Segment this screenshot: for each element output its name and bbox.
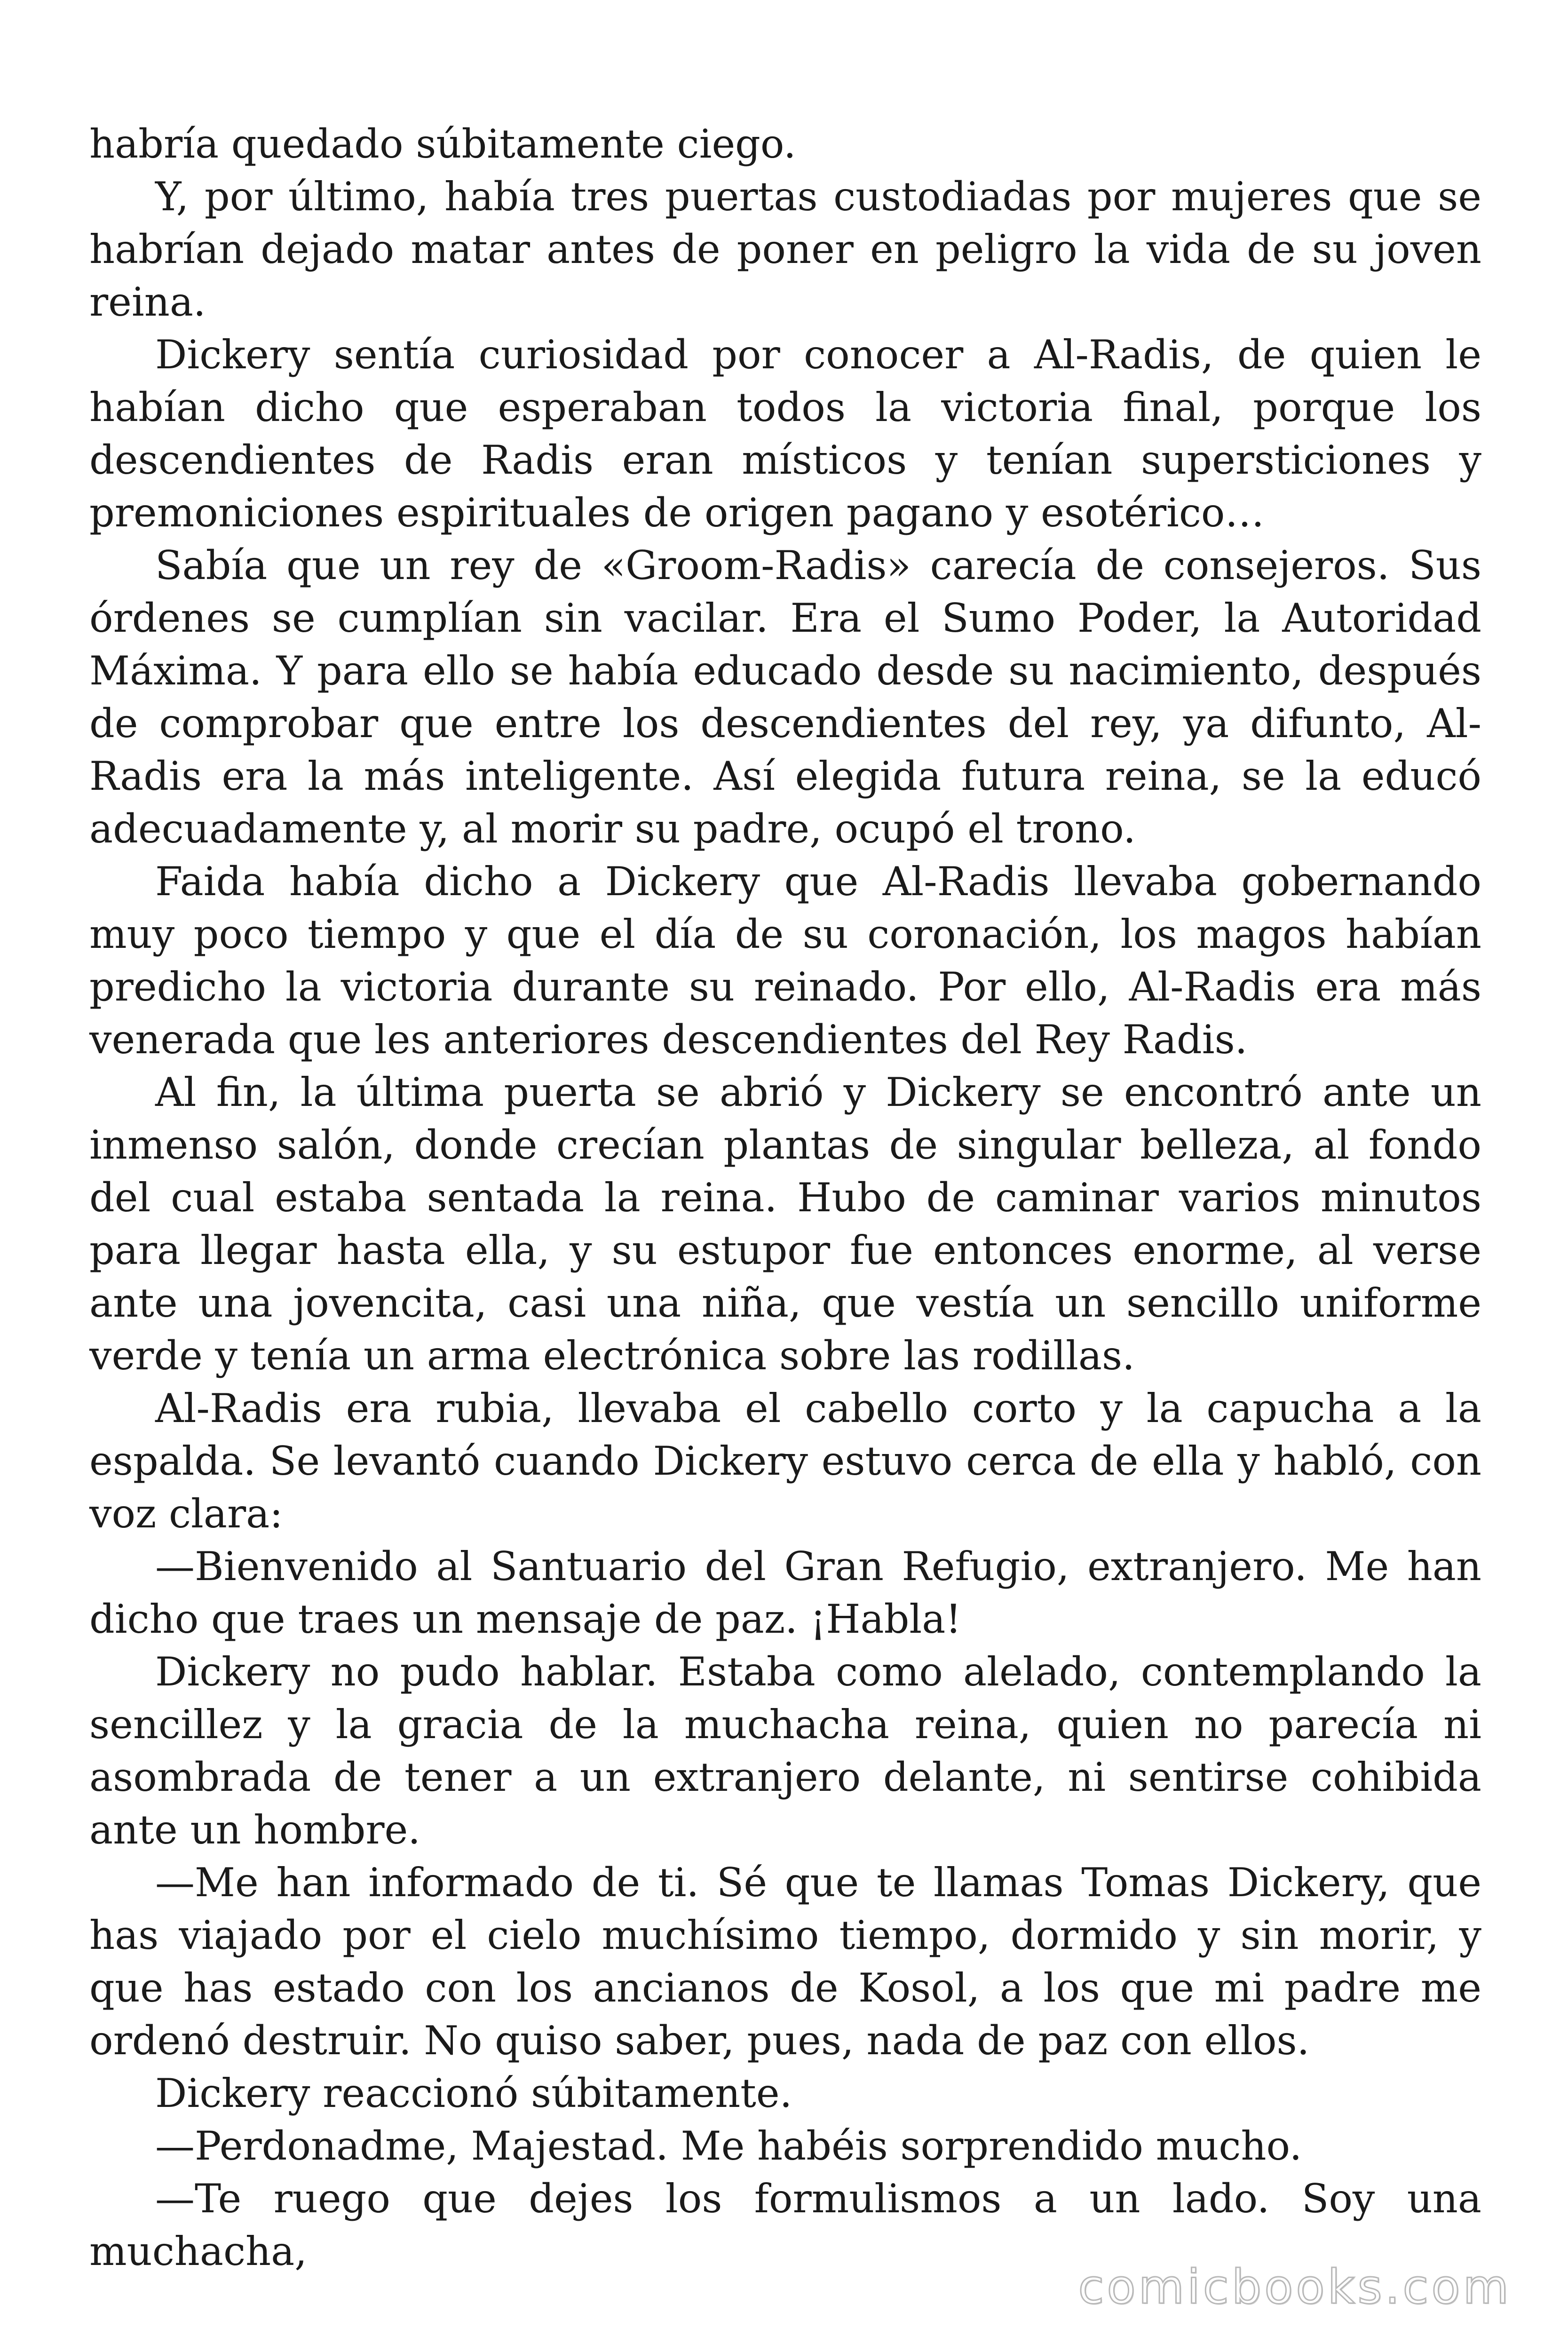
watermark-text: comicbooks.com xyxy=(1078,2259,1512,2314)
paragraph-6: Al fin, la última puerta se abrió y Dickery se encontró ante un inmenso salón, donde crecían plantas de singular belleza, al fondo del cual estaba sentada la reina. Hubo de caminar varios minutos para llegar hasta ella, y su estupor fue entonces enorme, al verse ante una jovencita, casi una niña, que vestía un sencillo uniforme verde y tenía un arma electrónica sobre las rodillas. xyxy=(89,1069,1481,1379)
paragraph-3: Dickery sentía curiosidad por conocer a Al-Radis, de quien le habían dicho que esperaban todos la victoria final, porque los descendientes de Radis eran místicos y tenían supersticiones y premoniciones espirituales de origen pagano y esotérico… xyxy=(89,332,1481,536)
paragraph-10: —Me han informado de ti. Sé que te llamas Tomas Dickery, que has viajado por el cielo muchísimo tiempo, dormido y sin morir, y que has estado con los ancianos de Kosol, a los que mi padre me ordenó destruir. No quiso saber, pues, nada de paz con ellos. xyxy=(89,1859,1481,2064)
paragraph-4: Sabía que un rey de «Groom-Radis» carecía de consejeros. Sus órdenes se cumplían sin vacilar. Era el Sumo Poder, la Autoridad Máxima. Y para ello se había educado desde su nacimiento, después de comprobar que entre los descendientes del rey, ya difunto, Al-Radis era la más inteligente. Así elegida futura reina, se la educó adecuadamente y, al morir su padre, ocupó el trono. xyxy=(89,542,1481,852)
paragraph-13: —Te ruego que dejes los formulismos a un lado. Soy una muchacha, xyxy=(89,2176,1481,2274)
paragraph-2: Y, por último, había tres puertas custodiadas por mujeres que se habrían dejado matar antes de poner en peligro la vida de su joven reina. xyxy=(89,174,1481,325)
paragraph-7: Al-Radis era rubia, llevaba el cabello corto y la capucha a la espalda. Se levantó cuando Dickery estuvo cerca de ella y habló, con voz clara: xyxy=(89,1385,1481,1537)
book-page-text xyxy=(89,118,1481,2278)
paragraph-8: —Bienvenido al Santuario del Gran Refugio, extranjero. Me han dicho que traes un mensaje de paz. ¡Habla! xyxy=(89,1543,1481,1642)
paragraph-11: Dickery reaccionó súbitamente. xyxy=(155,2070,792,2116)
paragraph-12: —Perdonadme, Majestad. Me habéis sorprendido mucho. xyxy=(155,2123,1302,2169)
paragraph-1: habría quedado súbitamente ciego. xyxy=(89,121,796,167)
paragraph-9: Dickery no pudo hablar. Estaba como alelado, contemplando la sencillez y la gracia de la muchacha reina, quien no parecía ni asombrada de tener a un extranjero delante, ni sentirse cohibida ante un hombre. xyxy=(89,1649,1481,1853)
paragraph-5: Faida había dicho a Dickery que Al-Radis llevaba gobernando muy poco tiempo y que el día de su coronación, los magos habían predicho la victoria durante su reinado. Por ello, Al-Radis era más venerada que les anteriores descendientes del Rey Radis. xyxy=(89,858,1481,1063)
